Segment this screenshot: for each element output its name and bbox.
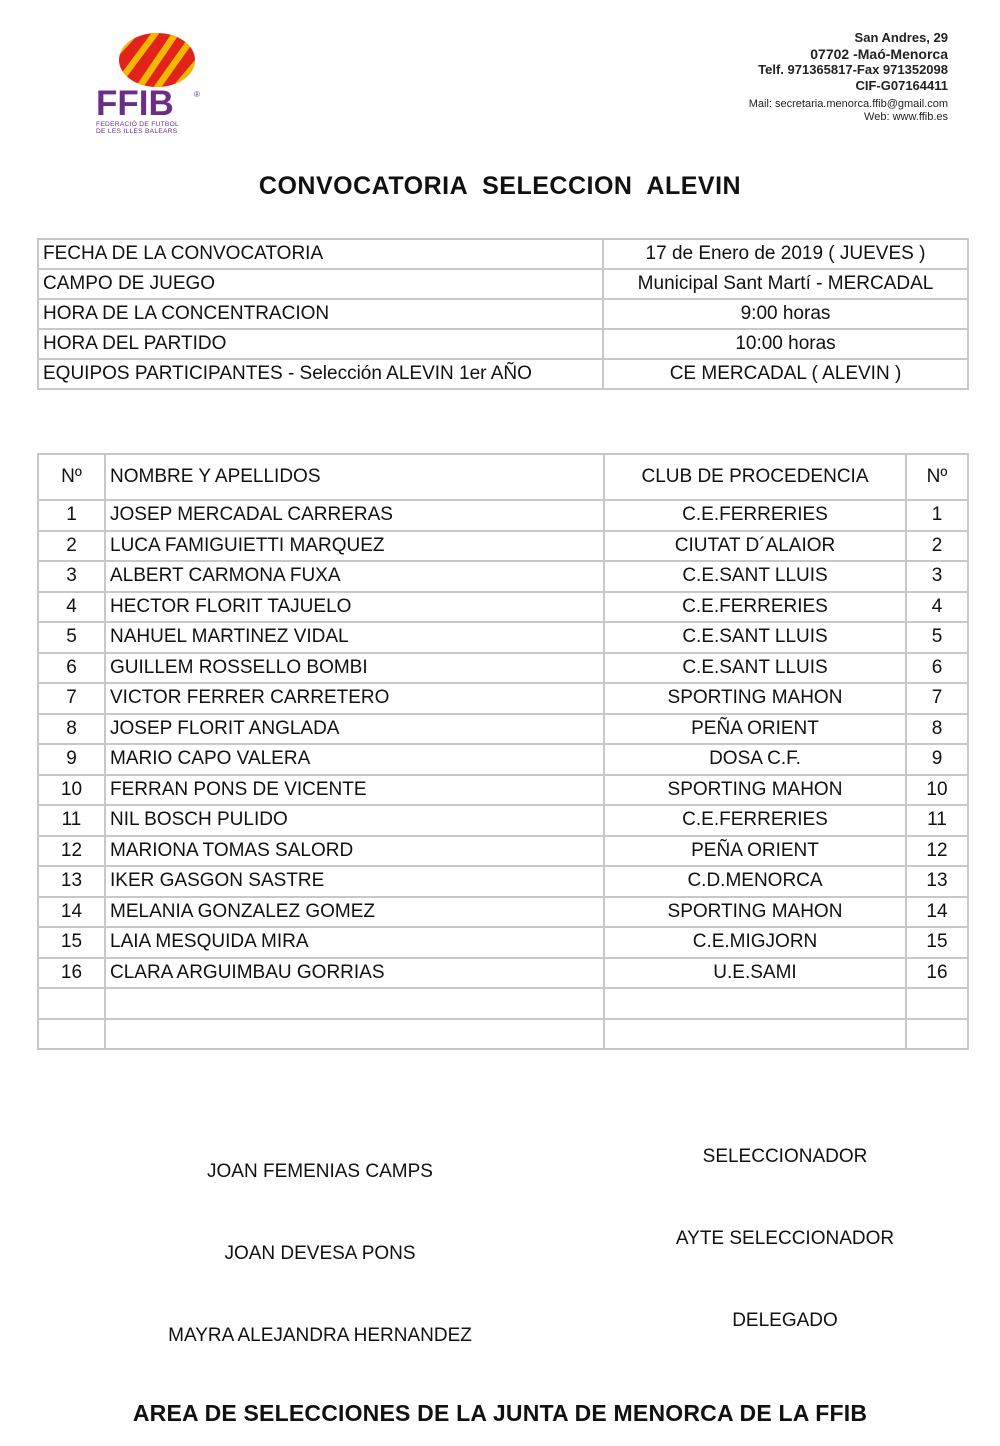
player-number-2: 1 (906, 500, 968, 531)
table-row (38, 714, 968, 745)
player-club: C.E.MIGJORN (604, 927, 906, 958)
contact-web: Web: www.ffib.es (864, 111, 948, 123)
player-number-2: 16 (906, 958, 968, 989)
player-number-2: 5 (906, 622, 968, 653)
player-name: VICTOR FERRER CARRETERO (105, 683, 604, 714)
player-number: 2 (38, 531, 105, 562)
player-number-2: 15 (906, 927, 968, 958)
staff-name: MAYRA ALEJANDRA HERNANDEZ (168, 1325, 472, 1346)
player-name: NAHUEL MARTINEZ VIDAL (105, 622, 604, 653)
player-number: 1 (38, 500, 105, 531)
contact-address: San Andres, 29 (854, 30, 948, 45)
info-row (38, 329, 968, 359)
player-number: 14 (38, 897, 105, 928)
player-club: U.E.SAMI (604, 958, 906, 989)
player-number-2: 8 (906, 714, 968, 745)
player-number: 4 (38, 592, 105, 623)
table-row (38, 866, 968, 897)
logo-wordmark: FFIB (96, 84, 174, 123)
table-row (38, 653, 968, 684)
player-club: C.E.FERRERIES (604, 500, 906, 531)
table-row (38, 897, 968, 928)
player-name: NIL BOSCH PULIDO (105, 805, 604, 836)
contact-city-line (749, 46, 948, 62)
info-value: 9:00 horas (603, 299, 968, 329)
contact-phone: Telf. 971365817-Fax 971352098 (758, 62, 948, 77)
ball-icon (118, 32, 196, 88)
player-number-2 (906, 1019, 968, 1050)
player-club: C.E.FERRERIES (604, 592, 906, 623)
player-name: FERRAN PONS DE VICENTE (105, 775, 604, 806)
player-club (604, 988, 906, 1019)
info-value: 10:00 horas (603, 329, 968, 359)
logo-subtitle-1: FEDERACIÓ DE FUTBOL (96, 121, 180, 128)
player-number-2: 9 (906, 744, 968, 775)
player-number-2: 13 (906, 866, 968, 897)
contact-city: -Maó-Menorca (849, 46, 948, 62)
table-row (38, 683, 968, 714)
page-title: CONVOCATORIA SELECCION ALEVIN (258, 172, 742, 200)
player-number: 6 (38, 653, 105, 684)
staff-role: DELEGADO (732, 1310, 838, 1331)
info-label: CAMPO DE JUEGO (38, 269, 603, 299)
roster-header-row (38, 454, 968, 500)
info-value: 17 de Enero de 2019 ( JUEVES ) (603, 239, 968, 269)
player-club: SPORTING MAHON (604, 683, 906, 714)
player-name: LUCA FAMIGUIETTI MARQUEZ (105, 531, 604, 562)
contact-postal-code: 07702 (810, 46, 850, 62)
header-number: Nº (38, 454, 105, 500)
info-value: Municipal Sant Martí - MERCADAL (603, 269, 968, 299)
table-row (38, 958, 968, 989)
player-name (105, 1019, 604, 1050)
contact-block (749, 30, 948, 124)
player-name: LAIA MESQUIDA MIRA (105, 927, 604, 958)
player-club: SPORTING MAHON (604, 775, 906, 806)
player-name: MELANIA GONZALEZ GOMEZ (105, 897, 604, 928)
player-number: 7 (38, 683, 105, 714)
player-number-2: 10 (906, 775, 968, 806)
player-name: CLARA ARGUIMBAU GORRIAS (105, 958, 604, 989)
player-number (38, 1019, 105, 1050)
info-label: HORA DE LA CONCENTRACION (38, 299, 603, 329)
footer-text: AREA DE SELECCIONES DE LA JUNTA DE MENORCA DE LA FFIB (132, 1400, 868, 1426)
player-name: JOSEP MERCADAL CARRERAS (105, 500, 604, 531)
info-label: FECHA DE LA CONVOCATORIA (38, 239, 603, 269)
info-row (38, 269, 968, 299)
info-row (38, 299, 968, 329)
player-number-2: 11 (906, 805, 968, 836)
player-number: 10 (38, 775, 105, 806)
player-club: C.E.SANT LLUIS (604, 561, 906, 592)
table-row (38, 988, 968, 1019)
player-club: C.E.SANT LLUIS (604, 622, 906, 653)
header-number-2: Nº (906, 454, 968, 500)
roster-body (38, 500, 968, 1049)
player-club: PEÑA ORIENT (604, 836, 906, 867)
staff-name: JOAN FEMENIAS CAMPS (207, 1161, 433, 1182)
table-row (38, 775, 968, 806)
player-club: SPORTING MAHON (604, 897, 906, 928)
table-row (38, 531, 968, 562)
player-number-2: 3 (906, 561, 968, 592)
player-name (105, 988, 604, 1019)
table-row (38, 927, 968, 958)
player-club: C.E.SANT LLUIS (604, 653, 906, 684)
player-club: DOSA C.F. (604, 744, 906, 775)
table-row (38, 561, 968, 592)
player-club: C.D.MENORCA (604, 866, 906, 897)
player-name: JOSEP FLORIT ANGLADA (105, 714, 604, 745)
player-name: MARIONA TOMAS SALORD (105, 836, 604, 867)
info-row (38, 239, 968, 269)
player-number-2: 6 (906, 653, 968, 684)
table-row (38, 1019, 968, 1050)
player-number-2: 12 (906, 836, 968, 867)
player-name: HECTOR FLORIT TAJUELO (105, 592, 604, 623)
player-club: C.E.FERRERIES (604, 805, 906, 836)
player-number: 3 (38, 561, 105, 592)
player-club (604, 1019, 906, 1050)
table-row (38, 744, 968, 775)
contact-cif: CIF-G07164411 (855, 78, 948, 93)
player-name: GUILLEM ROSSELLO BOMBI (105, 653, 604, 684)
roster-table (37, 453, 969, 1050)
info-label: EQUIPOS PARTICIPANTES - Selección ALEVIN 1er AÑO (38, 359, 603, 389)
player-number: 8 (38, 714, 105, 745)
player-name: IKER GASGON SASTRE (105, 866, 604, 897)
table-row (38, 836, 968, 867)
player-number: 13 (38, 866, 105, 897)
info-value: CE MERCADAL ( ALEVIN ) (603, 359, 968, 389)
table-row (38, 622, 968, 653)
logo-subtitle-2: DE LES ILLES BALEARS (96, 128, 178, 135)
player-club: CIUTAT D´ALAIOR (604, 531, 906, 562)
table-row (38, 805, 968, 836)
table-row (38, 592, 968, 623)
player-number: 15 (38, 927, 105, 958)
player-number-2: 14 (906, 897, 968, 928)
player-number-2 (906, 988, 968, 1019)
player-number (38, 988, 105, 1019)
info-label: HORA DEL PARTIDO (38, 329, 603, 359)
info-table (37, 238, 969, 390)
contact-mail: Mail: secretaria.menorca.ffib@gmail.com (748, 98, 948, 110)
player-number-2: 7 (906, 683, 968, 714)
logo-registered-mark: ® (194, 90, 200, 99)
staff-role: SELECCIONADOR (702, 1146, 868, 1167)
table-row (38, 500, 968, 531)
staff-name: JOAN DEVESA PONS (224, 1243, 416, 1264)
player-number: 5 (38, 622, 105, 653)
header-club: CLUB DE PROCEDENCIA (604, 454, 906, 500)
player-number-2: 4 (906, 592, 968, 623)
staff-role: AYTE SELECCIONADOR (675, 1228, 895, 1249)
ffib-logo (94, 32, 206, 138)
header-name: NOMBRE Y APELLIDOS (105, 454, 604, 500)
info-row (38, 359, 968, 389)
player-name: MARIO CAPO VALERA (105, 744, 604, 775)
player-number: 16 (38, 958, 105, 989)
player-number: 12 (38, 836, 105, 867)
player-number: 11 (38, 805, 105, 836)
player-number: 9 (38, 744, 105, 775)
player-club: PEÑA ORIENT (604, 714, 906, 745)
player-name: ALBERT CARMONA FUXA (105, 561, 604, 592)
player-number-2: 2 (906, 531, 968, 562)
